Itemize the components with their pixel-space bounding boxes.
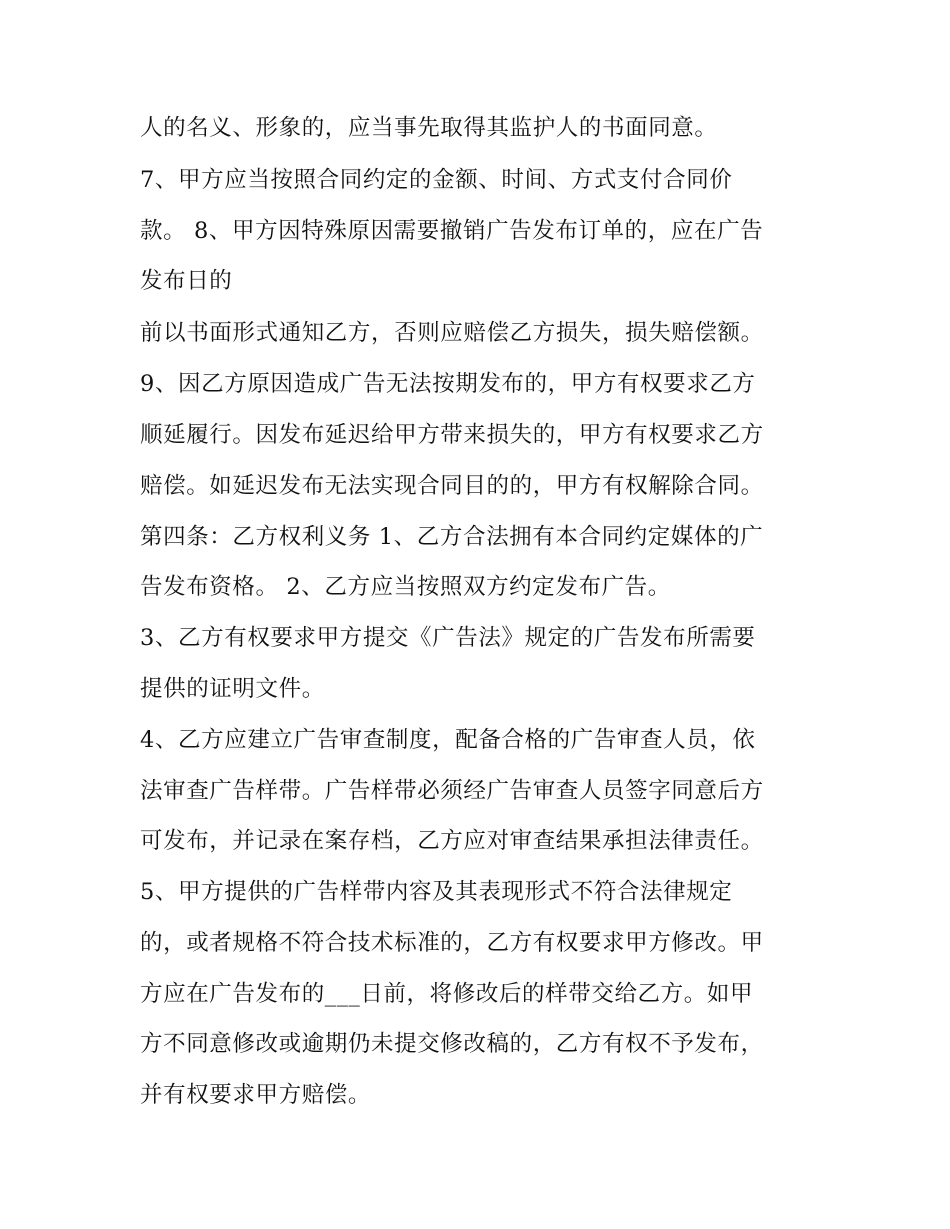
text-line: 7、甲方应当按照合同约定的金额、时间、方式支付合同价 [140, 167, 733, 193]
text-line: 并有权要求甲方赔偿。 [140, 1082, 372, 1108]
text-line: 款。 8、甲方因特殊原因需要撤销广告发布订单的，应在广告 [140, 218, 764, 244]
text-line: 提供的证明文件。 [140, 676, 325, 702]
text-line: 赔偿。如延迟发布无法实现合同目的的，甲方有权解除合同。 [140, 473, 764, 499]
text-line: 前以书面形式通知乙方，否则应赔偿乙方损失，损失赔偿额。 [140, 320, 764, 346]
text-line: 方应在广告发布的___日前，将修改后的样带交给乙方。如甲 [140, 981, 754, 1007]
text-line: 9、因乙方原因造成广告无法按期发布的，甲方有权要求乙方 [140, 371, 756, 397]
text-line: 方不同意修改或逾期仍未提交修改稿的，乙方有权不予发布， [140, 1031, 764, 1057]
text-line: 法审查广告样带。广告样带必须经广告审查人员签字同意后方 [140, 778, 764, 804]
text-line: 顺延履行。因发布延迟给甲方带来损失的，甲方有权要求乙方 [140, 422, 764, 448]
text-line: 发布日的 [140, 268, 233, 294]
text-line: 可发布，并记录在案存档，乙方应对审查结果承担法律责任。 [140, 828, 764, 854]
text-line: 第四条：乙方权利义务 1、乙方合法拥有本合同约定媒体的广 [140, 524, 764, 550]
text-line: 3、乙方有权要求甲方提交《广告法》规定的广告发布所需要 [140, 625, 756, 651]
text-line: 的，或者规格不符合技术标准的，乙方有权要求甲方修改。甲 [140, 930, 764, 956]
text-line: 人的名义、形象的，应当事先取得其监护人的书面同意。 [140, 115, 718, 141]
text-line: 告发布资格。 2、乙方应当按照双方约定发布广告。 [140, 574, 671, 600]
text-line: 5、甲方提供的广告样带内容及其表现形式不符合法律规定 [140, 879, 733, 905]
text-line: 4、乙方应建立广告审查制度，配备合格的广告审查人员，依 [140, 727, 756, 753]
